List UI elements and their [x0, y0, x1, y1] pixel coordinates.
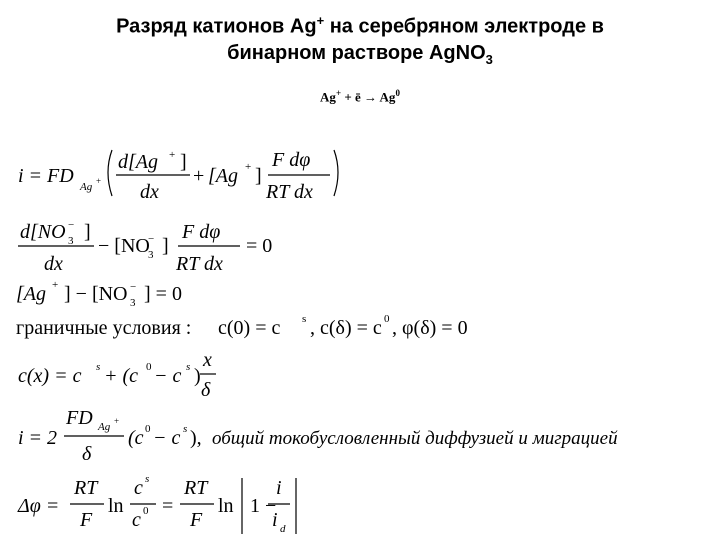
eq5-mid: + (c — [104, 365, 139, 387]
eq7-one: 1 − — [250, 495, 277, 517]
eq5-mid-sup: 0 — [146, 361, 152, 373]
equation-potential-drop — [17, 473, 296, 535]
eq2-minus-close: ] — [162, 235, 169, 257]
eq7-den4: i — [272, 509, 278, 531]
eq4-cond2-sup: 0 — [384, 313, 390, 325]
eq4-cond: c(0) = c — [218, 317, 281, 339]
equation-electroneutrality — [16, 279, 182, 309]
eq1-plus: + — [193, 165, 205, 187]
equation-current-density — [18, 149, 338, 203]
eq3-sub2: 3 — [130, 297, 136, 309]
eq2-num1-sup: − — [68, 219, 75, 231]
eq1-num1: d[Ag — [118, 151, 158, 173]
eq1-lhs-sub-sup: + — [96, 176, 102, 186]
eq4-cond2: , c(δ) = c — [310, 317, 382, 339]
eq5-mid3: ) — [194, 365, 201, 387]
eq5-mid2: − c — [154, 365, 182, 387]
eq2-num1-sub: 3 — [68, 235, 74, 247]
eq1-den2: RT dx — [266, 181, 313, 203]
eq4-cond3: , φ(δ) = 0 — [392, 317, 468, 339]
eq6-den: δ — [82, 443, 92, 465]
eq5-mid2-sup: s — [186, 361, 191, 373]
equation-nitrate-balance — [18, 219, 272, 275]
eq1-lhs-sub: Ag — [80, 181, 93, 193]
eq7-den2: c — [132, 509, 141, 531]
reaction-equation: Ag+ + ē → $Ag^0$ — [320, 88, 400, 105]
boundary-conditions — [16, 313, 468, 339]
eq7-ln1: ln — [108, 495, 124, 517]
eq1-right-paren — [334, 150, 338, 196]
eq1-num1-close: ] — [180, 151, 187, 173]
eq7-ln2: ln — [218, 495, 234, 517]
eq6-paren3: ), — [190, 427, 202, 449]
eq2-rhs: = 0 — [246, 235, 273, 257]
eq5-lhs-sup: s — [96, 361, 101, 373]
eq6-paren-sup: 0 — [145, 423, 151, 435]
eq3-text1: [Ag — [16, 283, 46, 305]
eq7-num3: RT — [184, 477, 208, 499]
eq6-num: FD — [66, 407, 93, 429]
eq5-lhs: c(x) = c — [18, 365, 82, 387]
eq2-num2: F dφ — [182, 221, 221, 243]
eq7-num2: c — [134, 477, 143, 499]
eq3-text3: ] = 0 — [144, 283, 182, 305]
eq6-paren2: − c — [153, 427, 181, 449]
eq1-conc-sup: + — [245, 161, 252, 173]
eq5-num: x — [203, 349, 212, 371]
eq7-den1: F — [80, 509, 93, 531]
eq1-num2: F dφ — [272, 149, 311, 171]
eq1-left-paren — [108, 150, 112, 196]
eq2-den2: RT dx — [176, 253, 223, 275]
eq7-den4-sub: d — [280, 523, 286, 535]
eq1-num1-sup: + — [169, 149, 176, 161]
eq6-paren: (c — [128, 427, 144, 449]
eq6-num-sub: Ag — [98, 421, 111, 433]
slide-title-line1: Разряд катионов Ag+ на серебряном электроде в — [116, 13, 604, 38]
eq2-num1-close: ] — [84, 221, 91, 243]
eq1-conc-close: ] — [255, 165, 262, 187]
eq3-text2: ] − [NO — [64, 283, 128, 305]
eq5-den: δ — [201, 379, 211, 401]
eq2-den1: dx — [44, 253, 63, 275]
eq6-num-sub-sup: + — [114, 416, 120, 426]
eq7-eq: = — [162, 495, 174, 517]
eq1-den1: dx — [140, 181, 159, 203]
eq7-num2-sup: s — [145, 473, 150, 485]
eq3-sup2: − — [130, 281, 137, 293]
eq1-lhs: i = FD — [18, 165, 74, 187]
eq3-sup1: + — [52, 279, 59, 291]
eq7-den3: F — [190, 509, 203, 531]
eq6-note: общий токобусловленный диффузией и миграцией — [212, 428, 618, 449]
eq2-minus-sup: − — [148, 233, 155, 245]
eq4-cond-sup: s — [302, 313, 307, 325]
eq1-conc: [Ag — [208, 165, 238, 187]
eq2-minus-sub: 3 — [148, 249, 154, 261]
eq7-lhs: Δφ = — [18, 495, 60, 517]
equation-total-current — [18, 407, 618, 465]
equation-concentration-profile — [18, 349, 216, 401]
eq6-lhs: i = 2 — [18, 427, 58, 449]
eq4-label: граничные условия : — [16, 317, 192, 339]
eq7-num1: RT — [74, 477, 98, 499]
eq2-minus: − [NO — [98, 235, 150, 257]
slide-title-line2: бинарном растворе AgNO$_3$ — [227, 41, 493, 67]
eq7-den2-sup: 0 — [143, 505, 149, 517]
eq6-paren2-sup: s — [183, 423, 188, 435]
eq7-num4: i — [276, 477, 282, 499]
eq2-num1: d[NO — [20, 221, 66, 243]
